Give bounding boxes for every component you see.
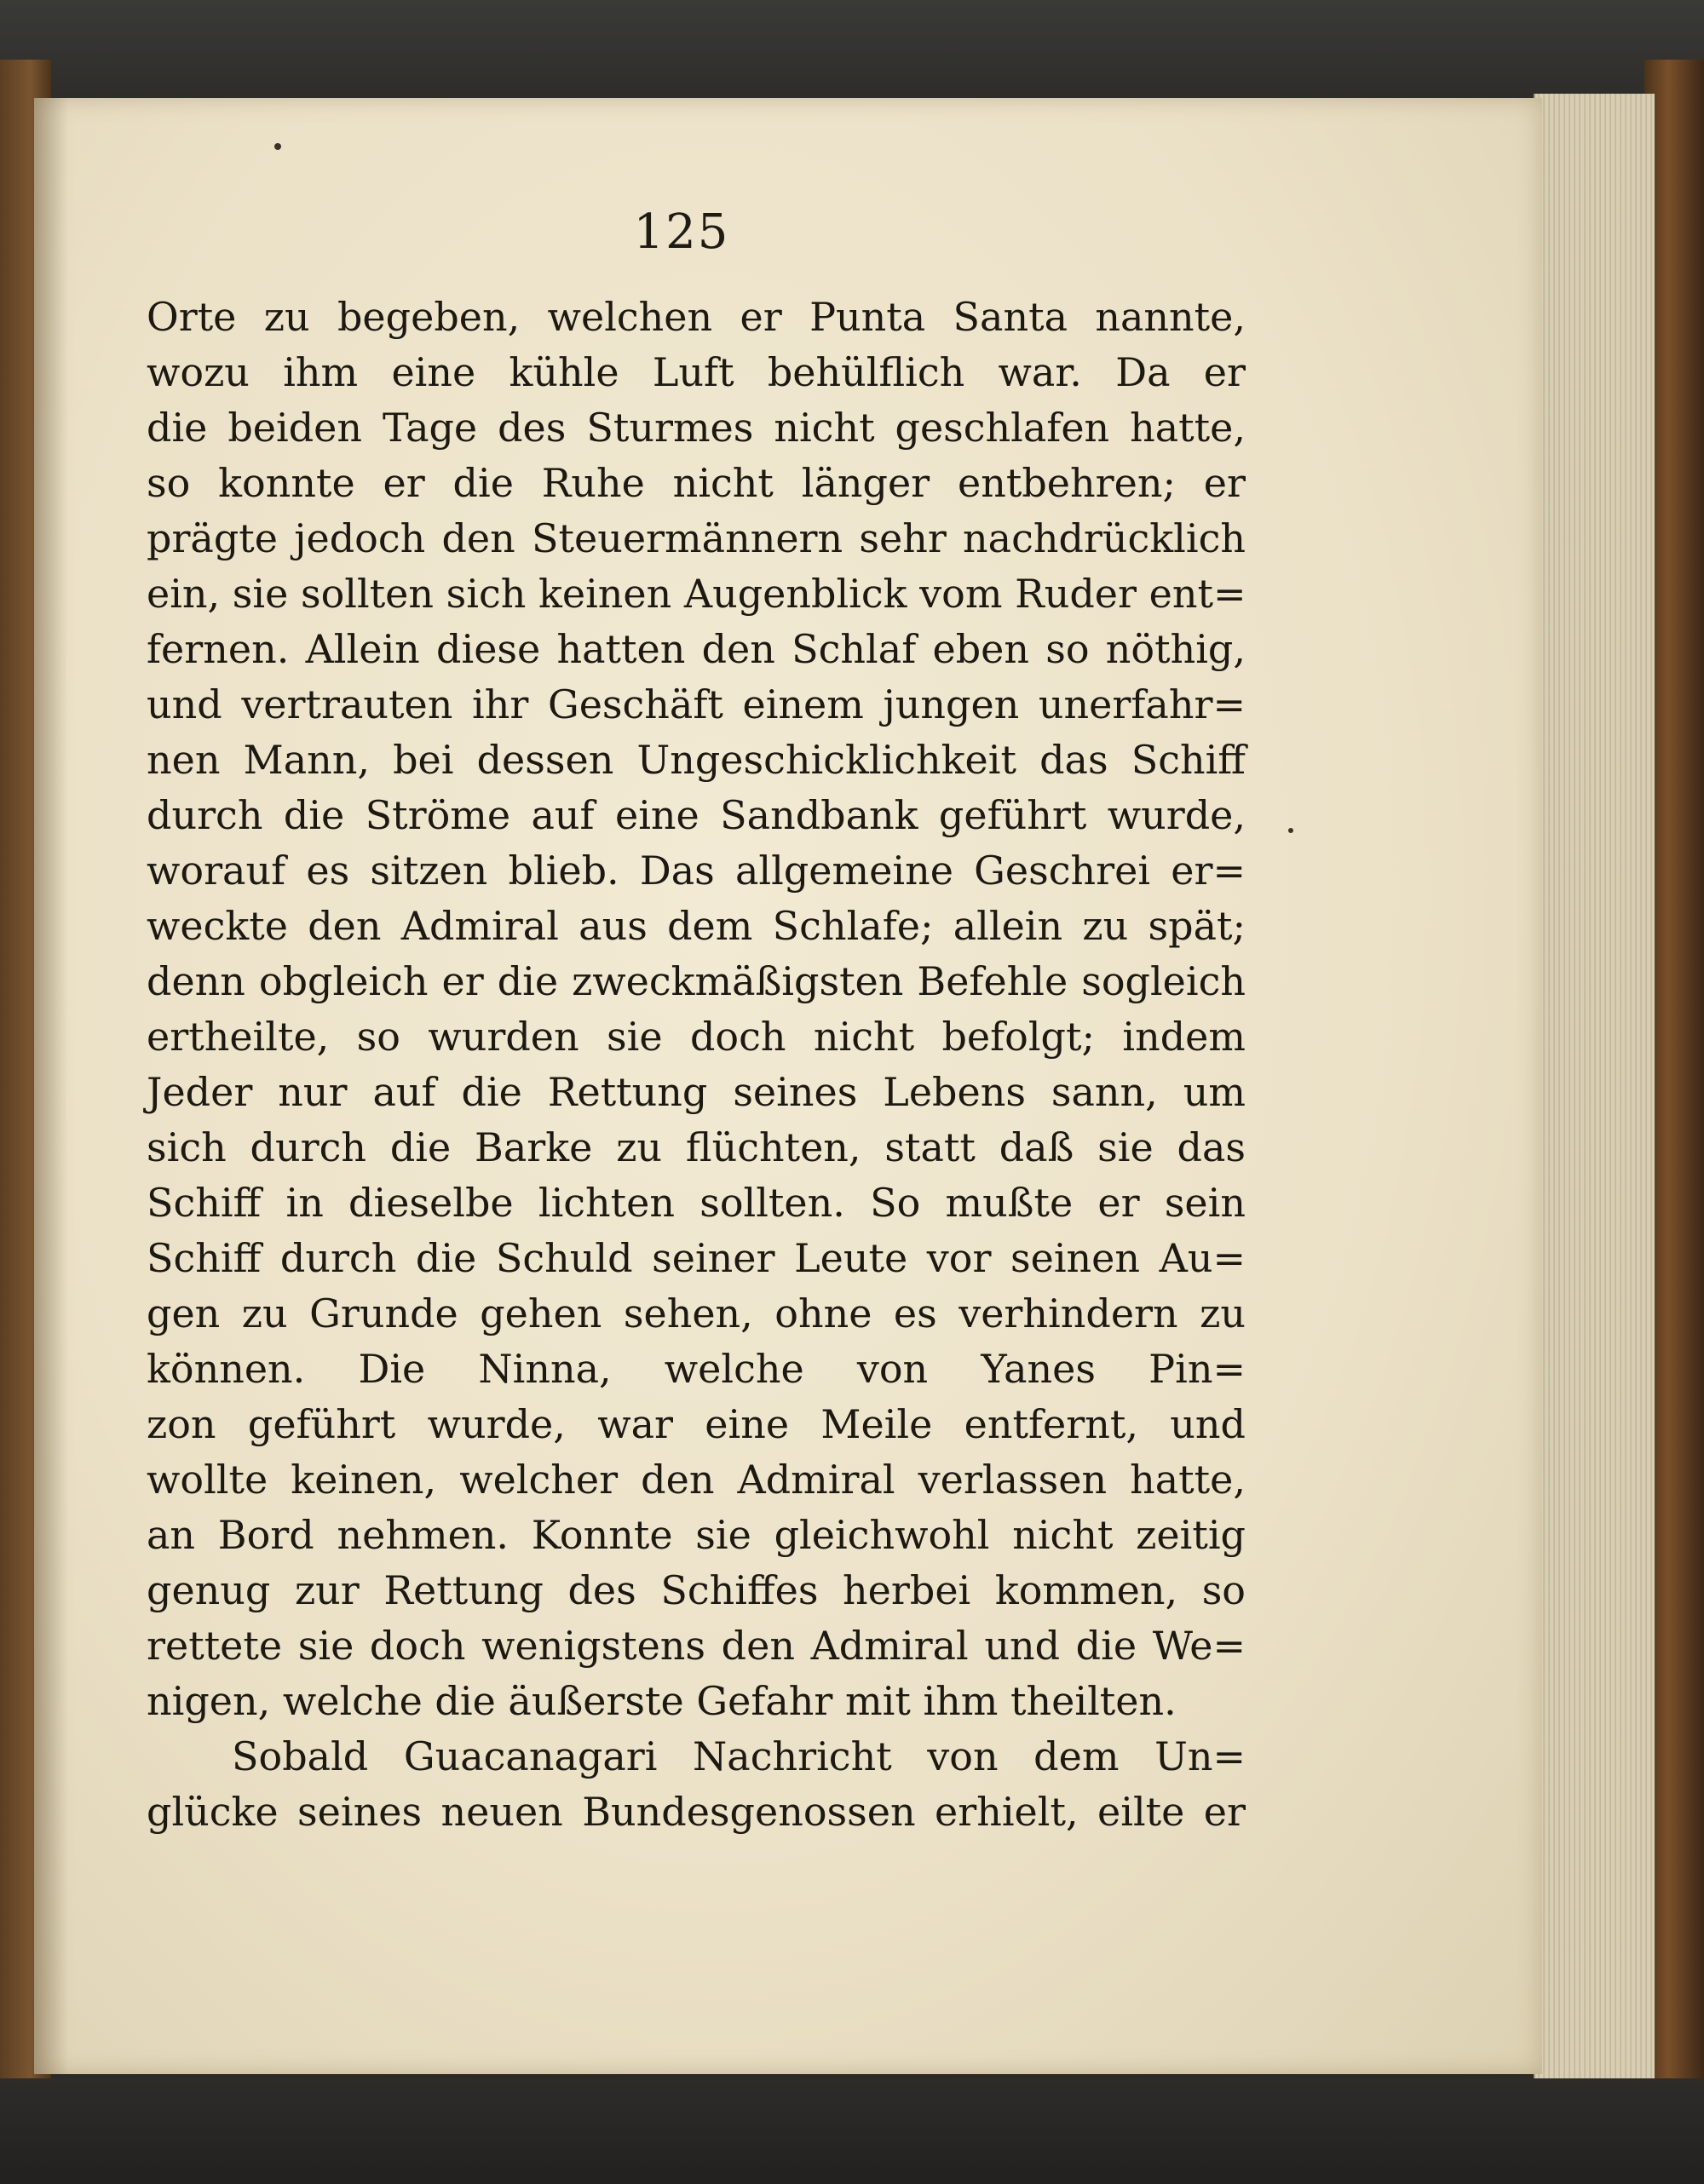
text-line: an Bord nehmen. Konnte sie gleichwohl nicht zeitig [147, 1512, 1246, 1558]
text-line: durch die Ströme auf eine Sandbank geführt wurde, [147, 792, 1246, 838]
text-line: nen Mann, bei dessen Ungeschicklichkeit das Schiff [147, 737, 1246, 783]
page-number: 125 [633, 204, 730, 260]
text-line: Schiff in dieselbe lichten sollten. So mußte er sein [147, 1180, 1246, 1226]
text-line: Jeder nur auf die Rettung seines Lebens sann, um [147, 1069, 1246, 1115]
text-line: Schiff durch die Schuld seiner Leute vor seinen Au= [147, 1235, 1246, 1281]
text-line: sich durch die Barke zu flüchten, statt daß sie das [147, 1124, 1246, 1170]
page-block-edge [1534, 94, 1655, 2078]
ink-speck [274, 143, 281, 150]
text-line: so konnte er die Ruhe nicht länger entbehren; er [147, 460, 1246, 506]
book-bottom-edge [0, 2078, 1704, 2184]
text-line: worauf es sitzen blieb. Das allgemeine Geschrei er= [147, 848, 1246, 894]
book-top-edge [0, 0, 1704, 102]
text-line: wozu ihm eine kühle Luft behülflich war. Da er [147, 349, 1246, 395]
text-line: ertheilte, so wurden sie doch nicht befolgt; indem [147, 1014, 1246, 1060]
page-gutter-shade [34, 98, 68, 2074]
text-line: Orte zu begeben, welchen er Punta Santa nannte, [147, 294, 1246, 340]
text-line: und vertrauten ihr Geschäft einem jungen unerfahr= [147, 681, 1246, 727]
text-line: Sobald Guacanagari Nachricht von dem Un= [232, 1733, 1246, 1779]
ink-speck [1288, 828, 1293, 833]
text-line: zon geführt wurde, war eine Meile entfernt, und [147, 1401, 1246, 1447]
text-line: denn obgleich er die zweckmäßigsten Befehle sogleich [147, 958, 1246, 1004]
text-line: nigen, welche die äußerste Gefahr mit ihm theilten. [147, 1678, 1177, 1724]
text-line: rettete sie doch wenigstens den Admiral und die We= [147, 1623, 1246, 1669]
text-line: glücke seines neuen Bundesgenossen erhielt, eilte er [147, 1789, 1246, 1835]
text-line: können. Die Ninna, welche von Yanes Pin= [147, 1346, 1246, 1392]
text-line: fernen. Allein diese hatten den Schlaf eben so nöthig, [147, 626, 1246, 672]
text-line: genug zur Rettung des Schiffes herbei kommen, so [147, 1567, 1246, 1613]
page-text [147, 290, 1246, 1840]
text-line: prägte jedoch den Steuermännern sehr nachdrücklich [147, 515, 1246, 561]
text-line: die beiden Tage des Sturmes nicht geschlafen hatte, [147, 405, 1246, 451]
text-line: ein, sie sollten sich keinen Augenblick vom Ruder ent= [147, 571, 1246, 617]
text-line: gen zu Grunde gehen sehen, ohne es verhindern zu [147, 1290, 1246, 1336]
text-line: weckte den Admiral aus dem Schlafe; allein zu spät; [147, 903, 1246, 949]
text-line: wollte keinen, welcher den Admiral verlassen hatte, [147, 1457, 1246, 1503]
